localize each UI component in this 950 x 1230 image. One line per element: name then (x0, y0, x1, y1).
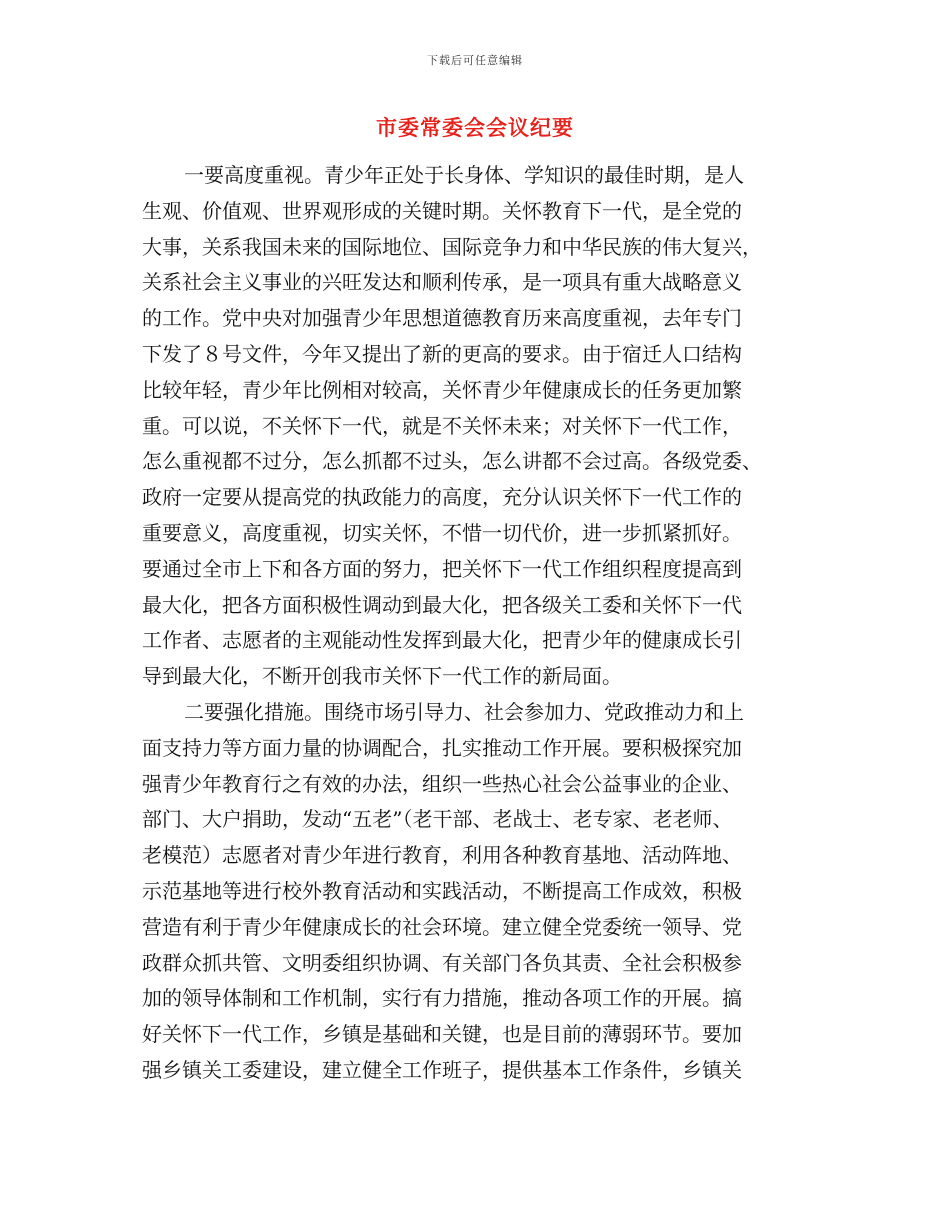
body-line: 好关怀下一代工作，乡镇是基础和关键，也是目前的薄弱环节。要加 (142, 1022, 742, 1047)
body-line: 示范基地等进行校外教育活动和实践活动，不断提高工作成效，积极 (142, 878, 742, 903)
body-line: 强乡镇关工委建设，建立健全工作班子，提供基本工作条件，乡镇关 (142, 1057, 742, 1082)
body-line: 部门、大户捐助，发动“五老”（老干部、老战士、老专家、老老师、 (142, 807, 733, 832)
page-header: 下载后可任意编辑 (427, 54, 523, 67)
body-line: 营造有利于青少年健康成长的社会环境。建立健全党委统一领导、党 (142, 914, 742, 939)
body-line: 重要意义，高度重视，切实关怀，不惜一切代价，进一步抓紧抓好。 (142, 520, 742, 545)
body-line: 面支持力等方面力量的协调配合，扎实推动工作开展。要积极探究加 (142, 735, 742, 760)
body-line: 大事，关系我国未来的国际地位、国际竞争力和中华民族的伟大复兴， (142, 234, 762, 259)
body-line: 关系社会主义事业的兴旺发达和顺利传承，是一项具有重大战略意义 (142, 270, 742, 295)
body-line: 最大化，把各方面积极性调动到最大化，把各级关工委和关怀下一代 (142, 592, 742, 617)
body-line: 政群众抓共管、文明委组织协调、有关部门各负其责、全社会积极参 (142, 950, 742, 975)
body-line: 一要高度重视。青少年正处于长身体、学知识的最佳时期，是人 (184, 163, 744, 187)
body-line: 怎么重视都不过分，怎么抓都不过头，怎么讲都不会过高。各级党委、 (142, 449, 762, 474)
body-line: 强青少年教育行之有效的办法，组织一些热心社会公益事业的企业、 (142, 771, 742, 796)
body-line: 导到最大化，不断开创我市关怀下一代工作的新局面。 (142, 664, 622, 689)
body-line: 的工作。党中央对加强青少年思想道德教育历来高度重视，去年专门 (142, 306, 742, 331)
body-line: 下发了８号文件，今年又提出了新的更高的要求。由于宿迁人口结构 (142, 341, 742, 366)
body-line: 老模范）志愿者对青少年进行教育，利用各种教育基地、活动阵地、 (142, 843, 742, 868)
body-line: 加的领导体制和工作机制，实行有力措施，推动各项工作的开展。搞 (142, 986, 742, 1011)
document-title: 市委常委会会议纪要 (376, 115, 574, 140)
body-line: 生观、价值观、世界观形成的关键时期。关怀教育下一代，是全党的 (142, 198, 742, 223)
body-line: 政府一定要从提高党的执政能力的高度，充分认识关怀下一代工作的 (142, 485, 742, 510)
document-body (142, 158, 802, 1089)
body-line: 二要强化措施。围绕市场引导力、社会参加力、党政推动力和上 (184, 699, 744, 724)
body-line: 重。可以说，不关怀下一代，就是不关怀未来；对关怀下一代工作， (142, 413, 742, 438)
body-line: 要通过全市上下和各方面的努力，把关怀下一代工作组织程度提高到 (142, 556, 742, 581)
body-line: 工作者、志愿者的主观能动性发挥到最大化，把青少年的健康成长引 (142, 628, 742, 653)
body-line: 比较年轻，青少年比例相对较高，关怀青少年健康成长的任务更加繁 (142, 377, 742, 402)
